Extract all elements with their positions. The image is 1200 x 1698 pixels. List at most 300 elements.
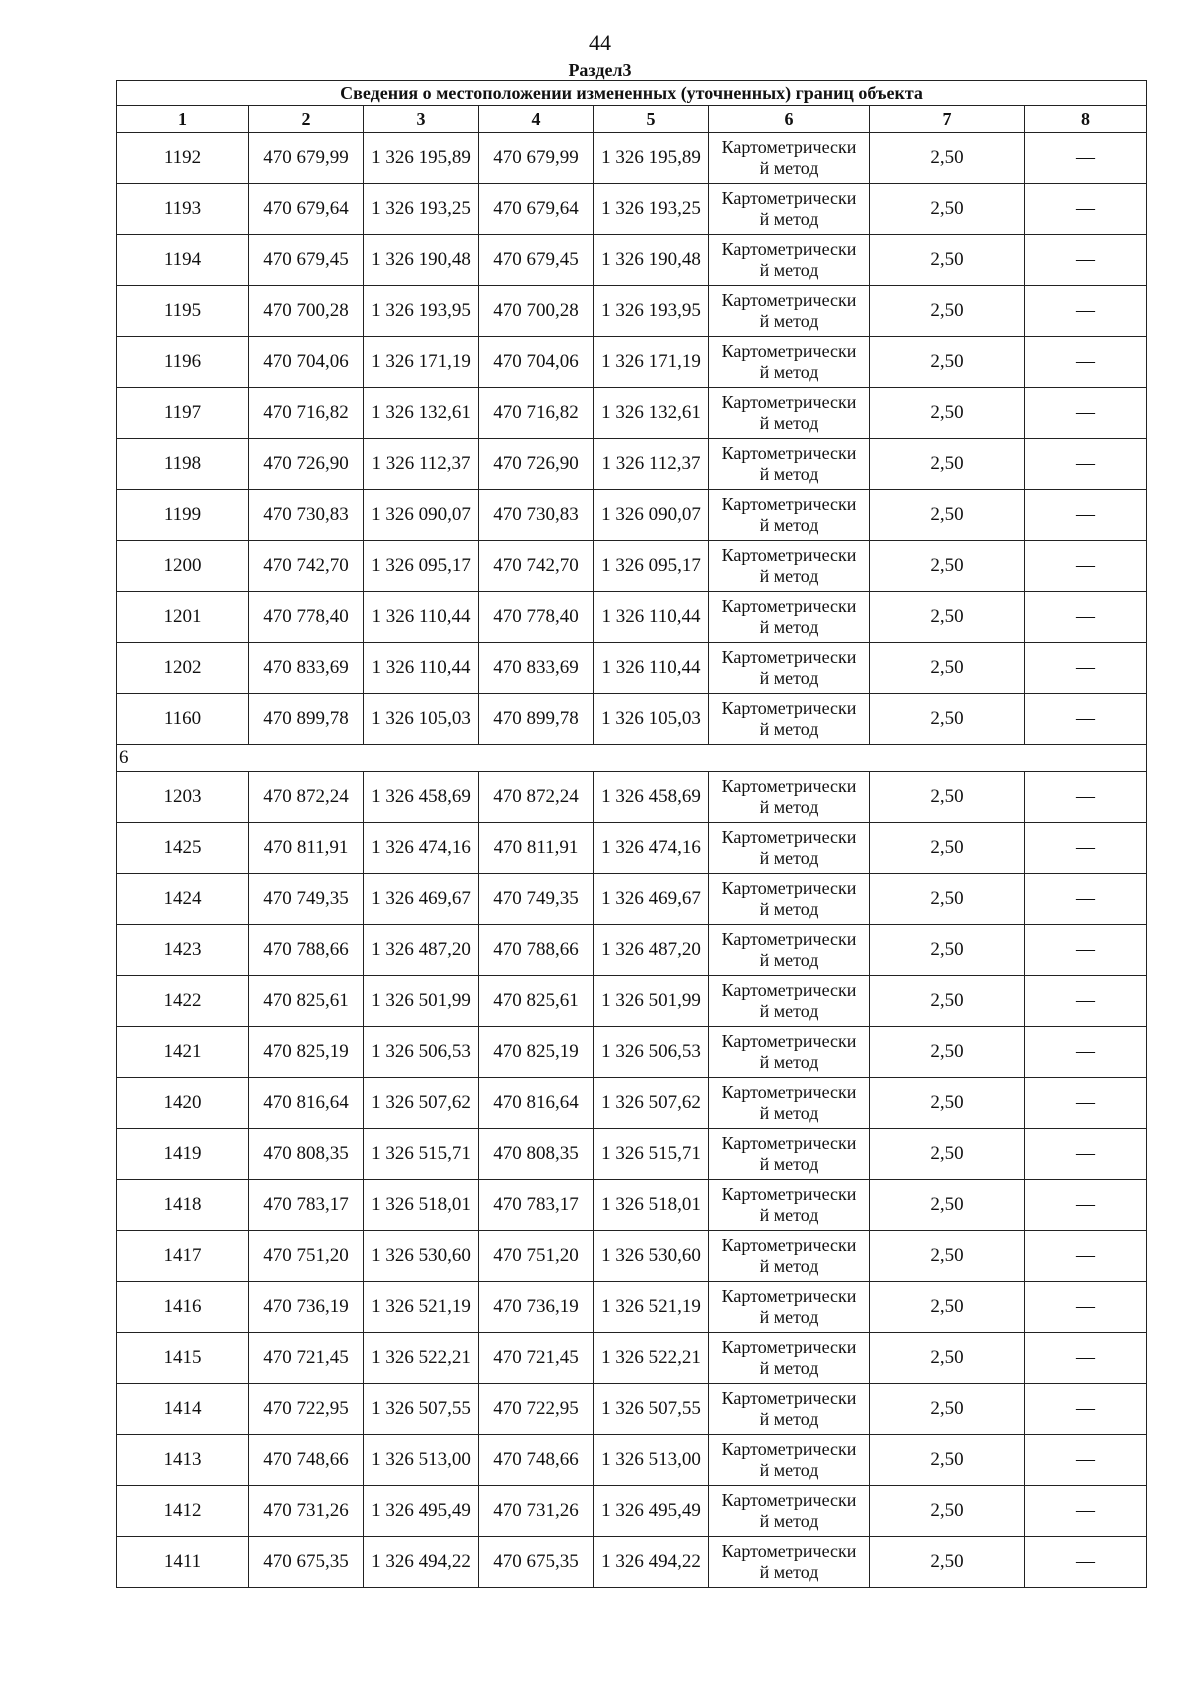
- y-coordinate-cell: 1 326 530,60: [364, 1231, 479, 1282]
- method-text-line1: Картометрически: [721, 1133, 857, 1153]
- x-coordinate-cell: 470 872,24: [249, 772, 364, 823]
- x-coordinate-cell: 470 899,78: [479, 694, 594, 745]
- table-row: [117, 925, 1147, 976]
- point-number-cell: 1423: [117, 925, 249, 976]
- accuracy-cell: 2,50: [870, 694, 1025, 745]
- point-number-cell: 1195: [117, 286, 249, 337]
- method-text-line1: Картометрически: [721, 1184, 857, 1204]
- point-number-cell: 1199: [117, 490, 249, 541]
- y-coordinate-cell: 1 326 195,89: [594, 133, 709, 184]
- point-number-cell: 1420: [117, 1078, 249, 1129]
- y-coordinate-cell: 1 326 474,16: [594, 823, 709, 874]
- method-cell: [709, 1231, 870, 1282]
- table-row: [117, 388, 1147, 439]
- x-coordinate-cell: 470 716,82: [249, 388, 364, 439]
- table-row: [117, 643, 1147, 694]
- x-coordinate-cell: 470 726,90: [479, 439, 594, 490]
- column-header: 3: [364, 106, 479, 133]
- column-header: 4: [479, 106, 594, 133]
- x-coordinate-cell: 470 722,95: [479, 1384, 594, 1435]
- method-text-line1: Картометрически: [721, 392, 857, 412]
- x-coordinate-cell: 470 742,70: [479, 541, 594, 592]
- method-text-line2: й метод: [759, 260, 819, 280]
- y-coordinate-cell: 1 326 458,69: [594, 772, 709, 823]
- accuracy-cell: 2,50: [870, 1333, 1025, 1384]
- x-coordinate-cell: 470 700,28: [479, 286, 594, 337]
- y-coordinate-cell: 1 326 507,55: [594, 1384, 709, 1435]
- method-text-line2: й метод: [759, 464, 819, 484]
- y-coordinate-cell: 1 326 132,61: [594, 388, 709, 439]
- method-text-line1: Картометрически: [721, 1286, 857, 1306]
- method-text-line1: Картометрически: [721, 188, 857, 208]
- method-text-line2: й метод: [759, 1511, 819, 1531]
- column-header: 8: [1025, 106, 1147, 133]
- table-row: [117, 1180, 1147, 1231]
- note-cell: —: [1025, 694, 1147, 745]
- x-coordinate-cell: 470 783,17: [249, 1180, 364, 1231]
- note-cell: —: [1025, 133, 1147, 184]
- y-coordinate-cell: 1 326 112,37: [364, 439, 479, 490]
- coordinates-table: [116, 80, 1147, 1588]
- method-text-line2: й метод: [759, 158, 819, 178]
- method-text-line1: Картометрически: [721, 494, 857, 514]
- accuracy-cell: 2,50: [870, 337, 1025, 388]
- method-cell: [709, 337, 870, 388]
- note-cell: —: [1025, 1078, 1147, 1129]
- y-coordinate-cell: 1 326 090,07: [364, 490, 479, 541]
- method-text-line2: й метод: [759, 566, 819, 586]
- note-cell: —: [1025, 184, 1147, 235]
- method-cell: [709, 925, 870, 976]
- note-cell: —: [1025, 439, 1147, 490]
- point-number-cell: 1411: [117, 1537, 249, 1588]
- y-coordinate-cell: 1 326 530,60: [594, 1231, 709, 1282]
- table-row: [117, 823, 1147, 874]
- point-number-cell: 1412: [117, 1486, 249, 1537]
- x-coordinate-cell: 470 825,61: [249, 976, 364, 1027]
- method-text-line2: й метод: [759, 1562, 819, 1582]
- section-title: Раздел3: [568, 60, 632, 80]
- y-coordinate-cell: 1 326 110,44: [594, 643, 709, 694]
- method-text-line1: Картометрически: [721, 827, 857, 847]
- method-text-line1: Картометрически: [721, 1439, 857, 1459]
- method-cell: [709, 439, 870, 490]
- x-coordinate-cell: 470 899,78: [249, 694, 364, 745]
- method-cell: [709, 643, 870, 694]
- x-coordinate-cell: 470 816,64: [249, 1078, 364, 1129]
- table-row: [117, 1231, 1147, 1282]
- table-row: [117, 592, 1147, 643]
- method-text-line1: Картометрически: [721, 443, 857, 463]
- column-numbers-row: [117, 106, 1147, 133]
- table-row: [117, 133, 1147, 184]
- method-cell: [709, 1384, 870, 1435]
- x-coordinate-cell: 470 700,28: [249, 286, 364, 337]
- method-text-line2: й метод: [759, 668, 819, 688]
- method-text-line1: Картометрически: [721, 1082, 857, 1102]
- method-text-line2: й метод: [759, 1052, 819, 1072]
- table-header: [117, 81, 1147, 133]
- table-row: [117, 1129, 1147, 1180]
- note-cell: —: [1025, 1180, 1147, 1231]
- accuracy-cell: 2,50: [870, 643, 1025, 694]
- x-coordinate-cell: 470 783,17: [479, 1180, 594, 1231]
- note-cell: —: [1025, 541, 1147, 592]
- point-number-cell: 1194: [117, 235, 249, 286]
- note-cell: —: [1025, 592, 1147, 643]
- point-number-cell: 1196: [117, 337, 249, 388]
- accuracy-cell: 2,50: [870, 1384, 1025, 1435]
- y-coordinate-cell: 1 326 193,95: [594, 286, 709, 337]
- method-text-line2: й метод: [759, 311, 819, 331]
- table-row: [117, 490, 1147, 541]
- method-cell: [709, 976, 870, 1027]
- y-coordinate-cell: 1 326 112,37: [594, 439, 709, 490]
- method-text-line2: й метод: [759, 515, 819, 535]
- method-text-line1: Картометрически: [721, 137, 857, 157]
- method-text-line2: й метод: [759, 950, 819, 970]
- x-coordinate-cell: 470 742,70: [249, 541, 364, 592]
- method-cell: [709, 1282, 870, 1333]
- accuracy-cell: 2,50: [870, 925, 1025, 976]
- note-cell: —: [1025, 1333, 1147, 1384]
- x-coordinate-cell: 470 736,19: [479, 1282, 594, 1333]
- x-coordinate-cell: 470 825,61: [479, 976, 594, 1027]
- method-text-line1: Картометрически: [721, 1031, 857, 1051]
- y-coordinate-cell: 1 326 501,99: [594, 976, 709, 1027]
- point-number-cell: 1416: [117, 1282, 249, 1333]
- x-coordinate-cell: 470 825,19: [249, 1027, 364, 1078]
- x-coordinate-cell: 470 679,99: [249, 133, 364, 184]
- point-number-cell: 1419: [117, 1129, 249, 1180]
- y-coordinate-cell: 1 326 095,17: [594, 541, 709, 592]
- accuracy-cell: 2,50: [870, 184, 1025, 235]
- y-coordinate-cell: 1 326 193,95: [364, 286, 479, 337]
- accuracy-cell: 2,50: [870, 235, 1025, 286]
- accuracy-cell: 2,50: [870, 592, 1025, 643]
- accuracy-cell: 2,50: [870, 1027, 1025, 1078]
- note-cell: —: [1025, 976, 1147, 1027]
- y-coordinate-cell: 1 326 171,19: [364, 337, 479, 388]
- accuracy-cell: 2,50: [870, 1486, 1025, 1537]
- accuracy-cell: 2,50: [870, 1435, 1025, 1486]
- x-coordinate-cell: 470 751,20: [249, 1231, 364, 1282]
- accuracy-cell: 2,50: [870, 286, 1025, 337]
- y-coordinate-cell: 1 326 095,17: [364, 541, 479, 592]
- x-coordinate-cell: 470 808,35: [479, 1129, 594, 1180]
- point-number-cell: 1202: [117, 643, 249, 694]
- y-coordinate-cell: 1 326 521,19: [364, 1282, 479, 1333]
- table-row: [117, 772, 1147, 823]
- x-coordinate-cell: 470 751,20: [479, 1231, 594, 1282]
- method-text-line2: й метод: [759, 1409, 819, 1429]
- table-row: [117, 439, 1147, 490]
- x-coordinate-cell: 470 731,26: [249, 1486, 364, 1537]
- x-coordinate-cell: 470 778,40: [479, 592, 594, 643]
- x-coordinate-cell: 470 721,45: [479, 1333, 594, 1384]
- x-coordinate-cell: 470 726,90: [249, 439, 364, 490]
- y-coordinate-cell: 1 326 110,44: [364, 643, 479, 694]
- method-text-line2: й метод: [759, 719, 819, 739]
- y-coordinate-cell: 1 326 110,44: [594, 592, 709, 643]
- accuracy-cell: 2,50: [870, 388, 1025, 439]
- x-coordinate-cell: 470 816,64: [479, 1078, 594, 1129]
- x-coordinate-cell: 470 872,24: [479, 772, 594, 823]
- method-cell: [709, 388, 870, 439]
- note-cell: —: [1025, 337, 1147, 388]
- x-coordinate-cell: 470 679,45: [479, 235, 594, 286]
- y-coordinate-cell: 1 326 507,62: [364, 1078, 479, 1129]
- method-text-line2: й метод: [759, 899, 819, 919]
- note-cell: —: [1025, 643, 1147, 694]
- method-cell: [709, 772, 870, 823]
- point-number-cell: 1160: [117, 694, 249, 745]
- table-row: [117, 235, 1147, 286]
- y-coordinate-cell: 1 326 521,19: [594, 1282, 709, 1333]
- y-coordinate-cell: 1 326 469,67: [364, 874, 479, 925]
- method-text-line1: Картометрически: [721, 290, 857, 310]
- x-coordinate-cell: 470 778,40: [249, 592, 364, 643]
- point-number-cell: 1424: [117, 874, 249, 925]
- method-text-line1: Картометрически: [721, 698, 857, 718]
- note-cell: —: [1025, 823, 1147, 874]
- point-number-cell: 1203: [117, 772, 249, 823]
- method-text-line2: й метод: [759, 1358, 819, 1378]
- y-coordinate-cell: 1 326 507,55: [364, 1384, 479, 1435]
- x-coordinate-cell: 470 825,19: [479, 1027, 594, 1078]
- y-coordinate-cell: 1 326 105,03: [364, 694, 479, 745]
- accuracy-cell: 2,50: [870, 1231, 1025, 1282]
- x-coordinate-cell: 470 721,45: [249, 1333, 364, 1384]
- y-coordinate-cell: 1 326 487,20: [594, 925, 709, 976]
- x-coordinate-cell: 470 748,66: [249, 1435, 364, 1486]
- note-cell: —: [1025, 1027, 1147, 1078]
- table-row: [117, 337, 1147, 388]
- table-row: [117, 1537, 1147, 1588]
- method-cell: [709, 235, 870, 286]
- point-number-cell: 1193: [117, 184, 249, 235]
- table-row: [117, 976, 1147, 1027]
- point-number-cell: 1192: [117, 133, 249, 184]
- x-coordinate-cell: 470 788,66: [479, 925, 594, 976]
- x-coordinate-cell: 470 730,83: [249, 490, 364, 541]
- table-row: [117, 694, 1147, 745]
- method-cell: [709, 184, 870, 235]
- note-cell: —: [1025, 286, 1147, 337]
- x-coordinate-cell: 470 704,06: [479, 337, 594, 388]
- column-header: 5: [594, 106, 709, 133]
- x-coordinate-cell: 470 722,95: [249, 1384, 364, 1435]
- method-text-line2: й метод: [759, 362, 819, 382]
- y-coordinate-cell: 1 326 132,61: [364, 388, 479, 439]
- method-text-line2: й метод: [759, 1256, 819, 1276]
- y-coordinate-cell: 1 326 195,89: [364, 133, 479, 184]
- method-cell: [709, 490, 870, 541]
- x-coordinate-cell: 470 704,06: [249, 337, 364, 388]
- y-coordinate-cell: 1 326 518,01: [594, 1180, 709, 1231]
- method-cell: [709, 1333, 870, 1384]
- y-coordinate-cell: 1 326 110,44: [364, 592, 479, 643]
- x-coordinate-cell: 470 679,45: [249, 235, 364, 286]
- y-coordinate-cell: 1 326 090,07: [594, 490, 709, 541]
- y-coordinate-cell: 1 326 495,49: [364, 1486, 479, 1537]
- x-coordinate-cell: 470 811,91: [479, 823, 594, 874]
- method-text-line1: Картометрически: [721, 596, 857, 616]
- group-row: [117, 745, 1147, 772]
- method-cell: [709, 1180, 870, 1231]
- note-cell: —: [1025, 1537, 1147, 1588]
- x-coordinate-cell: 470 811,91: [249, 823, 364, 874]
- y-coordinate-cell: 1 326 513,00: [594, 1435, 709, 1486]
- accuracy-cell: 2,50: [870, 1129, 1025, 1180]
- y-coordinate-cell: 1 326 105,03: [594, 694, 709, 745]
- accuracy-cell: 2,50: [870, 823, 1025, 874]
- table-row: [117, 1435, 1147, 1486]
- method-cell: [709, 874, 870, 925]
- x-coordinate-cell: 470 749,35: [479, 874, 594, 925]
- x-coordinate-cell: 470 736,19: [249, 1282, 364, 1333]
- column-header: 7: [870, 106, 1025, 133]
- y-coordinate-cell: 1 326 506,53: [364, 1027, 479, 1078]
- y-coordinate-cell: 1 326 506,53: [594, 1027, 709, 1078]
- x-coordinate-cell: 470 731,26: [479, 1486, 594, 1537]
- method-text-line2: й метод: [759, 1154, 819, 1174]
- note-cell: —: [1025, 925, 1147, 976]
- method-text-line2: й метод: [759, 797, 819, 817]
- y-coordinate-cell: 1 326 487,20: [364, 925, 479, 976]
- table-row: [117, 184, 1147, 235]
- page-number: 44: [589, 30, 611, 55]
- note-cell: —: [1025, 1384, 1147, 1435]
- method-text-line1: Картометрически: [721, 776, 857, 796]
- accuracy-cell: 2,50: [870, 1078, 1025, 1129]
- point-number-cell: 1418: [117, 1180, 249, 1231]
- y-coordinate-cell: 1 326 513,00: [364, 1435, 479, 1486]
- x-coordinate-cell: 470 675,35: [479, 1537, 594, 1588]
- accuracy-cell: 2,50: [870, 133, 1025, 184]
- y-coordinate-cell: 1 326 171,19: [594, 337, 709, 388]
- note-cell: —: [1025, 1231, 1147, 1282]
- table-row: [117, 286, 1147, 337]
- y-coordinate-cell: 1 326 494,22: [594, 1537, 709, 1588]
- method-cell: [709, 1486, 870, 1537]
- table-row: [117, 541, 1147, 592]
- y-coordinate-cell: 1 326 522,21: [594, 1333, 709, 1384]
- accuracy-cell: 2,50: [870, 439, 1025, 490]
- y-coordinate-cell: 1 326 193,25: [594, 184, 709, 235]
- method-text-line2: й метод: [759, 617, 819, 637]
- note-cell: —: [1025, 1486, 1147, 1537]
- table-body: [117, 133, 1147, 1588]
- column-header: 2: [249, 106, 364, 133]
- method-text-line1: Картометрически: [721, 647, 857, 667]
- y-coordinate-cell: 1 326 190,48: [594, 235, 709, 286]
- method-cell: [709, 133, 870, 184]
- method-text-line1: Картометрически: [721, 878, 857, 898]
- point-number-cell: 1200: [117, 541, 249, 592]
- note-cell: —: [1025, 1282, 1147, 1333]
- y-coordinate-cell: 1 326 495,49: [594, 1486, 709, 1537]
- table-row: [117, 1333, 1147, 1384]
- y-coordinate-cell: 1 326 494,22: [364, 1537, 479, 1588]
- method-cell: [709, 592, 870, 643]
- method-cell: [709, 823, 870, 874]
- method-text-line2: й метод: [759, 413, 819, 433]
- x-coordinate-cell: 470 675,35: [249, 1537, 364, 1588]
- method-text-line1: Картометрически: [721, 929, 857, 949]
- method-cell: [709, 1537, 870, 1588]
- note-cell: —: [1025, 388, 1147, 439]
- method-text-line2: й метод: [759, 1205, 819, 1225]
- method-cell: [709, 541, 870, 592]
- table-row: [117, 874, 1147, 925]
- accuracy-cell: 2,50: [870, 874, 1025, 925]
- table-row: [117, 1282, 1147, 1333]
- table-row: [117, 1384, 1147, 1435]
- y-coordinate-cell: 1 326 522,21: [364, 1333, 479, 1384]
- table-row: [117, 1027, 1147, 1078]
- y-coordinate-cell: 1 326 474,16: [364, 823, 479, 874]
- point-number-cell: 1198: [117, 439, 249, 490]
- y-coordinate-cell: 1 326 515,71: [594, 1129, 709, 1180]
- y-coordinate-cell: 1 326 190,48: [364, 235, 479, 286]
- method-text-line1: Картометрически: [721, 1490, 857, 1510]
- x-coordinate-cell: 470 808,35: [249, 1129, 364, 1180]
- method-text-line1: Картометрически: [721, 341, 857, 361]
- x-coordinate-cell: 470 749,35: [249, 874, 364, 925]
- method-cell: [709, 286, 870, 337]
- point-number-cell: 1414: [117, 1384, 249, 1435]
- point-number-cell: 1422: [117, 976, 249, 1027]
- accuracy-cell: 2,50: [870, 772, 1025, 823]
- table-row: [117, 1078, 1147, 1129]
- method-text-line1: Картометрически: [721, 980, 857, 1000]
- note-cell: —: [1025, 874, 1147, 925]
- x-coordinate-cell: 470 833,69: [479, 643, 594, 694]
- method-cell: [709, 1435, 870, 1486]
- method-cell: [709, 1027, 870, 1078]
- point-number-cell: 1415: [117, 1333, 249, 1384]
- y-coordinate-cell: 1 326 469,67: [594, 874, 709, 925]
- accuracy-cell: 2,50: [870, 976, 1025, 1027]
- group-label: 6: [117, 745, 1147, 772]
- x-coordinate-cell: 470 788,66: [249, 925, 364, 976]
- method-cell: [709, 1129, 870, 1180]
- method-text-line1: Картометрически: [721, 1337, 857, 1357]
- method-text-line1: Картометрически: [721, 239, 857, 259]
- note-cell: —: [1025, 235, 1147, 286]
- x-coordinate-cell: 470 679,64: [249, 184, 364, 235]
- x-coordinate-cell: 470 748,66: [479, 1435, 594, 1486]
- point-number-cell: 1421: [117, 1027, 249, 1078]
- note-cell: —: [1025, 1129, 1147, 1180]
- accuracy-cell: 2,50: [870, 541, 1025, 592]
- point-number-cell: 1425: [117, 823, 249, 874]
- x-coordinate-cell: 470 679,99: [479, 133, 594, 184]
- column-header: 1: [117, 106, 249, 133]
- note-cell: —: [1025, 772, 1147, 823]
- method-text-line2: й метод: [759, 1001, 819, 1021]
- y-coordinate-cell: 1 326 193,25: [364, 184, 479, 235]
- point-number-cell: 1413: [117, 1435, 249, 1486]
- table-title: Сведения о местоположении измененных (уточненных) границ объекта: [117, 81, 1147, 106]
- x-coordinate-cell: 470 730,83: [479, 490, 594, 541]
- y-coordinate-cell: 1 326 458,69: [364, 772, 479, 823]
- x-coordinate-cell: 470 679,64: [479, 184, 594, 235]
- y-coordinate-cell: 1 326 518,01: [364, 1180, 479, 1231]
- method-cell: [709, 1078, 870, 1129]
- method-text-line2: й метод: [759, 1460, 819, 1480]
